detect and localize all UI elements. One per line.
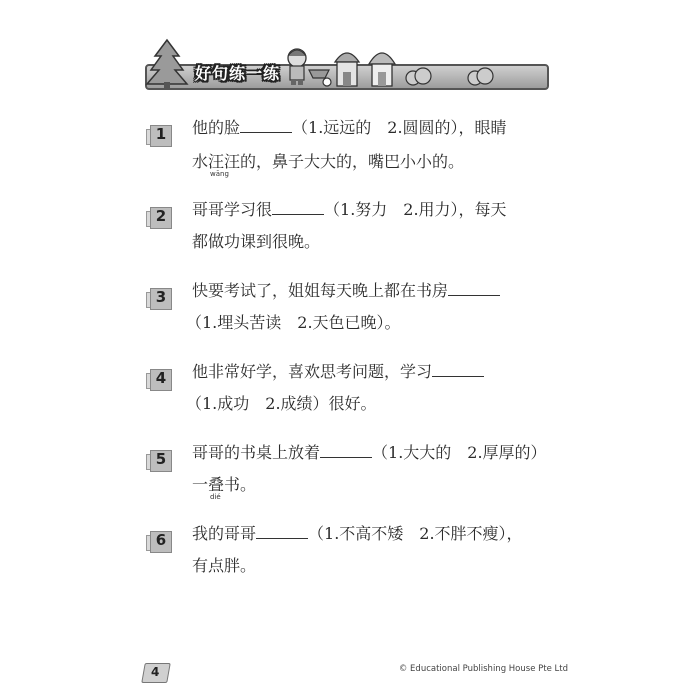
tree-icon [147, 40, 187, 88]
question-text-line-2: 水汪汪的，鼻子大大的，嘴巴小小的。 [192, 152, 465, 171]
answer-blank[interactable] [272, 200, 324, 215]
question-text-line-1: 他非常好学，喜欢思考问题，学习 [192, 362, 484, 382]
copyright-notice: © Educational Publishing House Pte Ltd [398, 664, 568, 674]
question-text-line-2: 都做功课到很晚。 [192, 232, 321, 251]
answer-blank[interactable] [448, 281, 500, 296]
wheelbarrow-icon [309, 70, 331, 86]
question-number-badge: 5 [146, 446, 172, 472]
section-header [145, 38, 553, 90]
answer-blank[interactable] [256, 524, 308, 539]
bush-icon [406, 68, 493, 85]
answer-blank[interactable] [432, 362, 484, 377]
question-number-badge: 6 [146, 527, 172, 553]
hut-icon [369, 53, 395, 86]
pinyin-annotation: dié [210, 493, 221, 501]
answer-blank[interactable] [240, 118, 292, 133]
pinyin-annotation: wāng [210, 170, 229, 178]
child-character-icon [288, 49, 306, 85]
section-title: 好句练一练 [195, 64, 281, 83]
question-text-line-2: 有点胖。 [192, 556, 257, 575]
question-number-badge: 1 [146, 121, 172, 147]
question-text-line-2: （1.埋头苦读 2.天色已晚）。 [186, 313, 401, 332]
question-text-line-1: 哥哥的书桌上放着 （1.大大的 2.厚厚的） [192, 443, 547, 462]
question-text-line-1: 哥哥学习很 （1.努力 2.用力），每天 [192, 200, 507, 219]
question-text-line-2: （1.成功 2.成绩）很好。 [186, 394, 377, 413]
question-text-line-1: 我的哥哥 （1.不高不矮 2.不胖不瘦）， [192, 524, 523, 543]
answer-blank[interactable] [320, 443, 372, 458]
page-number: 4 [143, 663, 171, 685]
question-number-badge: 3 [146, 284, 172, 310]
question-number-badge: 2 [146, 203, 172, 229]
question-text-line-1: 快要考试了，姐姐每天晚上都在书房 [192, 281, 500, 301]
question-text-line-1: 他的脸 （1.远远的 2.圆圆的），眼睛 [192, 118, 507, 137]
house-icon [335, 53, 359, 86]
question-number-badge: 4 [146, 365, 172, 391]
question-text-line-2: 一叠书。 [192, 475, 257, 494]
